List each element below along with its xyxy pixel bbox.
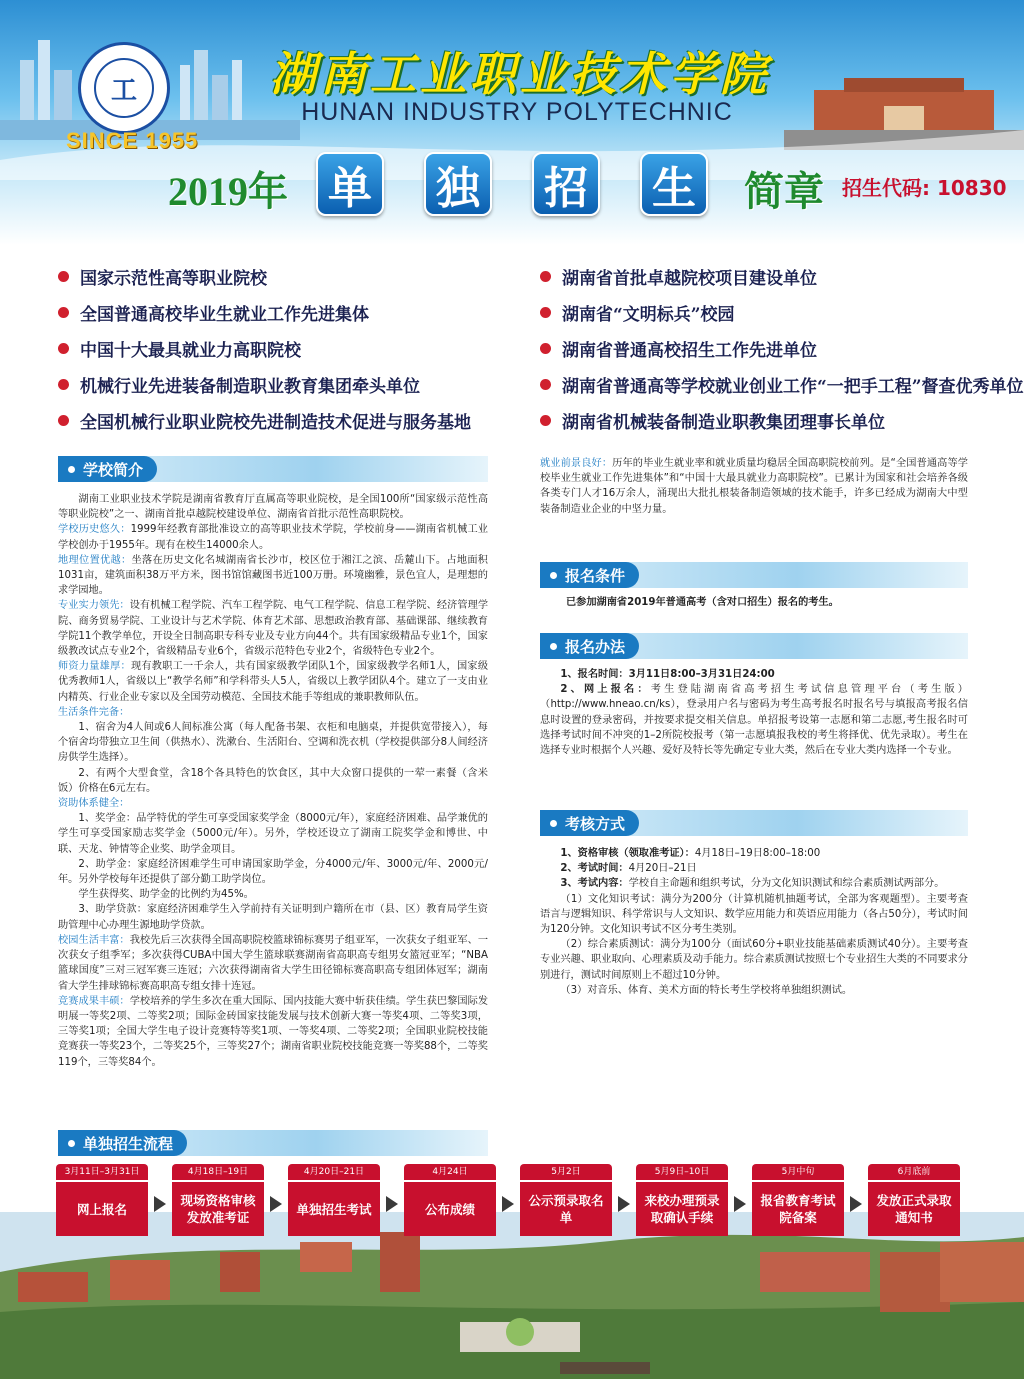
flow-step <box>752 1164 844 1236</box>
living-text-2: 2、有两个大型食堂，含18个各具特色的饮食区，其中大众窗口提供的一荤一素餐（含米饭）价格在6元左右。 <box>58 767 488 794</box>
bullet-icon <box>58 379 69 390</box>
faculty-text: 现有教职工一千余人，共有国家级教学团队1个，国家级教学名师1人，国家级优秀教师1人，省级以上“教学名师”和学科带头人5人，省级以上教学团队4个。建立了一支由业内精英、行业企业专家以及全国劳动模范、全国技术能手等组成的兼职教师队伍。 <box>58 661 489 703</box>
flow-step-label: 报省教育考试院备案 <box>752 1180 844 1236</box>
registration-body <box>540 667 968 758</box>
flow-step-date: 5月9日–10日 <box>636 1164 728 1180</box>
employment-text: 历年的毕业生就业率和就业质量均稳居全国高职院校前列。是“全国普通高等学校毕业生就业工作先进集体”和“中国十大最具就业力高职院校”。已累计为国家和社会培养各级各类专门人才16万余人，涌现出大批扎根装备制造领域的技术能手，许多已经成为湖南大中型装备制造业企业的中坚力量。 <box>540 458 968 515</box>
flow-step <box>404 1164 496 1236</box>
exam-title-bar <box>540 810 968 836</box>
bullet-icon <box>540 415 551 426</box>
flow-step <box>56 1164 148 1236</box>
flow-step-date: 4月18日–19日 <box>172 1164 264 1180</box>
title-word-3: 招 <box>532 152 600 216</box>
employment-block <box>540 456 968 517</box>
school-name-cn: 湖南工业职业技术学院 <box>270 47 770 101</box>
honor-item: 湖南省首批卓越院校项目建设单位 <box>540 258 1010 294</box>
title-word-4: 生 <box>640 152 708 216</box>
strength-label: 专业实力领先： <box>58 600 130 612</box>
enrollment-flow <box>56 1164 976 1244</box>
strength-text: 设有机械工程学院、汽车工程学院、电气工程学院、信息工程学院、经济管理学院、商务贸易学院、工业设计与艺术学院、体育艺术部、思想政治教育部、基础课部、继续教育学院11个教学单位，开设全日制高职专科专业及专业方向44个。共有国家级精品专业1个，国家级教改试点专业2个，省级精品专业6个，省级示范特色专业2个，省级特色专业2个。 <box>58 600 489 658</box>
registration-title: 报名办法 <box>540 633 639 659</box>
bullet-icon <box>58 343 69 354</box>
school-intro-body <box>58 492 488 1070</box>
bullet-icon <box>58 271 69 282</box>
exam-time-label: 2、考试时间： <box>560 863 629 875</box>
flow-step <box>520 1164 612 1236</box>
bullet-icon <box>540 379 551 390</box>
flow-step-label: 公布成绩 <box>404 1180 496 1236</box>
aid-text-1: 1、奖学金：品学特优的学生可享受国家奖学金（8000元/年），家庭经济困难、品学兼优的学生可享受国家励志奖学金（5000元/年）。另外，学校还设立了湖南工院奖学金和博世、中联、天龙、钟情等企业奖、助学金项目。 <box>58 813 488 855</box>
honor-item: 湖南省普通高校招生工作先进单位 <box>540 330 1010 366</box>
school-intro-title: 学校简介 <box>58 456 157 482</box>
flow-step-label: 来校办理预录取确认手续 <box>636 1180 728 1236</box>
arrow-right-icon <box>154 1196 166 1212</box>
honor-item: 湖南省“文明标兵”校园 <box>540 294 1010 330</box>
title-year: 2019年 <box>168 169 288 214</box>
registration-title-bar <box>540 633 968 659</box>
faculty-label: 师资力量雄厚： <box>58 661 131 673</box>
campus-life-label: 校园生活丰富： <box>58 934 130 946</box>
flow-step-label: 现场资格审核发放准考证 <box>172 1180 264 1236</box>
flow-step <box>636 1164 728 1236</box>
flow-step-date: 5月中旬 <box>752 1164 844 1180</box>
flow-step <box>868 1164 960 1236</box>
arrow-right-icon <box>618 1196 630 1212</box>
bullet-icon <box>540 307 551 318</box>
bullet-icon <box>58 415 69 426</box>
aid-label: 资助体系健全： <box>58 798 130 810</box>
honors-list-left <box>58 258 528 438</box>
header-banner <box>0 0 1024 245</box>
flow-step-label: 公示预录取名单 <box>520 1180 612 1236</box>
flow-step-date: 4月24日 <box>404 1164 496 1180</box>
bullet-icon <box>58 307 69 318</box>
history-text: 1999年经教育部批准设立的高等职业技术学院，学校前身——湖南省机械工业学校创办于1955年。现有在校生14000余人。 <box>58 524 488 551</box>
honor-item: 湖南省机械装备制造业职教集团理事长单位 <box>540 402 1010 438</box>
honor-item: 国家示范性高等职业院校 <box>58 258 528 294</box>
aid-text-2: 2、助学金：家庭经济困难学生可申请国家助学金，分4000元/年、3000元/年、2000元/年。另外学校每年还提供了部分勤工助学岗位。 <box>58 858 488 886</box>
culture-test-text: （1）文化知识考试：满分为200分（计算机随机抽题考试，全部为客观题型）。主要考查语言与逻辑知识、科学常识与人文知识、数学应用能力和英语应用能力（各占50分），考试时间为120分钟。文化知识考试不区分考生类别。 <box>540 893 968 936</box>
flow-step-date: 5月2日 <box>520 1164 612 1180</box>
flow-step-label: 单独招生考试 <box>288 1180 380 1236</box>
requirements-text: 已参加湖南省2019年普通高考（含对口招生）报名的考生。 <box>566 597 839 608</box>
competition-label: 竞赛成果丰硕： <box>58 995 130 1007</box>
exam-body <box>540 846 968 998</box>
flow-title: 单独招生流程 <box>58 1130 187 1156</box>
logo-emblem-icon: 工 <box>94 58 154 118</box>
since-year: SINCE 1955 <box>66 128 199 153</box>
online-registration-label: 2、网上报名： <box>560 684 651 696</box>
review-text: 4月18日–19日8:00–18:00 <box>694 848 821 859</box>
exam-title: 考核方式 <box>540 810 639 836</box>
honors-list-right <box>540 258 1024 438</box>
flow-step-date: 6月底前 <box>868 1164 960 1180</box>
flow-step-date: 4月20日–21日 <box>288 1164 380 1180</box>
honor-item: 中国十大最具就业力高职院校 <box>58 330 528 366</box>
bullet-icon <box>540 271 551 282</box>
location-text: 坐落在历史文化名城湖南省长沙市，校区位于湘江之滨、岳麓山下。占地面积1031亩，建筑面积38万平方米，图书馆馆藏图书近100万册。环境幽雅，景色宜人，是理想的求学园地。 <box>58 554 488 597</box>
history-label: 学校历史悠久： <box>58 524 131 536</box>
exam-time-text: 4月20日–21日 <box>628 863 697 875</box>
bullet-icon <box>540 343 551 354</box>
living-text-1: 1、宿舍为4人间或6人间标准公寓（每人配备书架、衣柜和电脑桌，并提供宽带接入），每个宿舍均带独立卫生间（供热水）、洗漱台、生活阳台、空调和洗衣机（学校提供部分8人间经济房供学生选择）。 <box>58 722 488 764</box>
title-word-2: 独 <box>424 152 492 216</box>
flow-step-label: 网上报名 <box>56 1180 148 1236</box>
special-test-text: （3）对音乐、体育、美术方面的特长考生学校将单独组织测试。 <box>560 984 853 996</box>
review-label: 1、资格审核（领取准考证）： <box>560 848 695 859</box>
flow-step-date: 3月11日–3月31日 <box>56 1164 148 1180</box>
arrow-right-icon <box>850 1196 862 1212</box>
school-name-en: HUNAN INDUSTRY POLYTECHNIC <box>301 98 733 126</box>
requirements-title-bar <box>540 562 968 588</box>
school-logo <box>78 42 170 134</box>
flow-step <box>172 1164 264 1236</box>
arrow-right-icon <box>270 1196 282 1212</box>
campus-life-text: 我校先后三次获得全国高职院校篮球锦标赛男子组亚军，一次获女子组亚军、一次获女子组季军；多次获得CUBA中国大学生篮球联赛湖南省高职高专组男女篮冠亚军；“NBA篮球国度”三对三冠军赛三连冠；六次获得湖南省大学生田径锦标赛高职高专组团体冠军；湖南省大学生排球锦标赛高职高专组女排十连冠。 <box>58 934 489 992</box>
arrow-right-icon <box>386 1196 398 1212</box>
title-word-1: 单 <box>316 152 384 216</box>
honor-item: 全国机械行业职业院校先进制造技术促进与服务基地 <box>58 402 528 438</box>
arrow-right-icon <box>734 1196 746 1212</box>
honor-item: 全国普通高校毕业生就业工作先进集体 <box>58 294 528 330</box>
aid-text-3: 学生获得奖、助学金的比例约为45%。 <box>78 889 254 901</box>
title-suffix: 简章 <box>744 169 824 215</box>
requirements-body <box>566 595 966 610</box>
exam-content-text: 学校自主命题和组织考试，分为文化知识测试和综合素质测试两部分。 <box>628 878 945 890</box>
requirements-title: 报名条件 <box>540 562 639 588</box>
location-label: 地理位置优越： <box>58 554 132 566</box>
arrow-right-icon <box>502 1196 514 1212</box>
exam-content-label: 3、考试内容： <box>560 878 629 890</box>
quality-test-text: （2）综合素质测试：满分为100分（面试60分+职业技能基础素质测试40分）。主要考查专业兴趣、职业取向、心理素质及动手能力。综合素质测试按照七个专业招生大类的不同要求分别进行，测试时间原则上不超过10分钟。 <box>540 939 968 981</box>
aid-text-4: 3、助学贷款：家庭经济困难学生入学前持有关证明到户籍所在市（县、区）教育局学生资助管理中心办理生源地助学贷款。 <box>58 904 488 931</box>
honor-item: 湖南省普通高等学校就业创业工作“一把手工程”督查优秀单位 <box>540 366 1010 402</box>
online-registration-text: 考生登陆湖南省高考招生考试信息管理平台（考生版）（http://www.hneao.cn/ks），登录用户名与密码为考生高考报名时报名号与填报高考报名信息时设置的登录密码，并按要求提交相关信息。单招报考设第一志愿和第二志愿,考生报名时可选择考试时间不冲突的1–2所院校报考（第一志愿填报我校的考生将择优、优先录取）。考生在选择专业时根据个人兴趣、爱好及特长等先确定专业大类，然后在专业大类内选择一个专业。 <box>540 684 968 757</box>
living-label: 生活条件完备： <box>58 706 130 718</box>
intro-paragraph: 湖南工业职业技术学院是湖南省教育厅直属高等职业院校，是全国100所“国家级示范性高等职业院校”之一、湖南首批卓越院校建设单位、湖南省首批示范性高职院校。 <box>58 494 488 521</box>
honor-item: 机械行业先进装备制造职业教育集团牵头单位 <box>58 366 528 402</box>
flow-step-label: 发放正式录取通知书 <box>868 1180 960 1236</box>
flow-step <box>288 1164 380 1236</box>
flow-title-bar <box>58 1130 488 1156</box>
school-intro-title-bar <box>58 456 488 482</box>
employment-label: 就业前景良好： <box>540 458 613 469</box>
registration-time: 1、报名时间：3月11日8:00–3月31日24:00 <box>560 669 775 680</box>
enrollment-code: 招生代码: 10830 <box>842 176 1007 200</box>
competition-text: 学校培养的学生多次在重大国际、国内技能大赛中斩获佳绩。学生获巴黎国际发明展一等奖2项、二等奖2项；国际金砖国家技能发展与技术创新大赛一等奖4项、二等奖3项，三等奖1项；全国大学生电子设计竞赛特等奖1项、一等奖4项、二等奖2项；全国职业院校技能竞赛获一等奖23个，二等奖25个，三等奖27个；湖南省职业院校技能竞赛一等奖88个，二等奖119个，三等奖84个。 <box>58 995 489 1068</box>
